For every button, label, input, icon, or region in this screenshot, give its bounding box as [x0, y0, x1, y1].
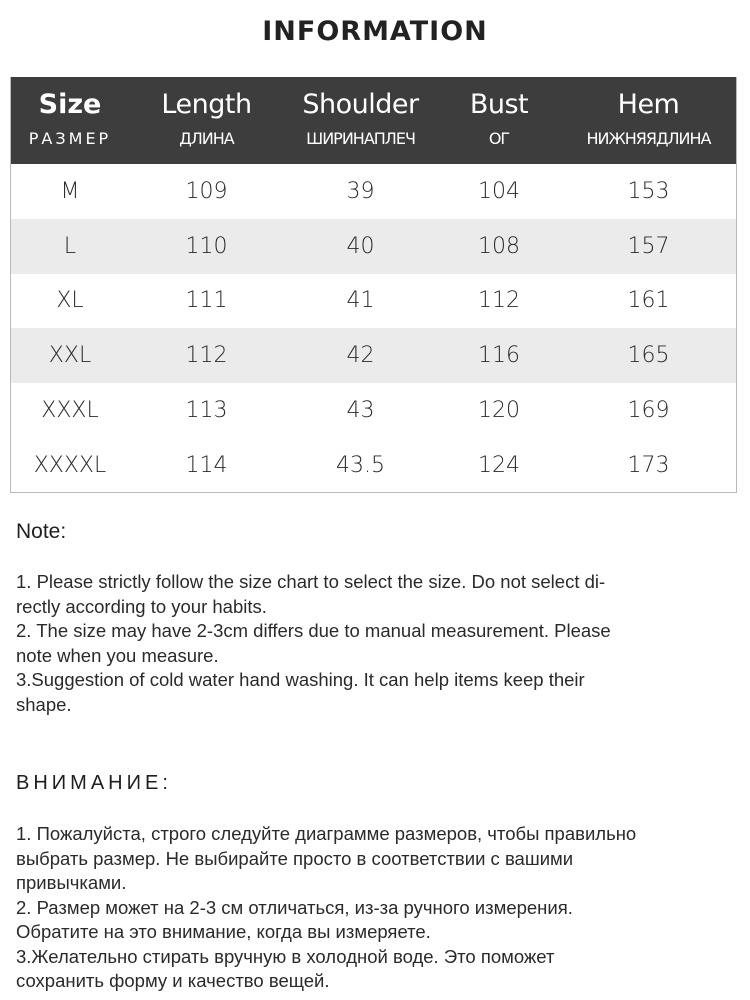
- header-label-en: Hem: [617, 89, 680, 120]
- cell-length: 109: [185, 178, 228, 204]
- size-chart-table: [10, 77, 737, 493]
- cell-bust: 108: [478, 233, 520, 259]
- header-shoulder: [284, 77, 437, 164]
- cell-size: XXXXL: [33, 452, 107, 478]
- cell-shoulder: 40: [346, 233, 375, 259]
- attention-line: Обратите на это внимание, когда вы измеряете.: [16, 921, 431, 942]
- cell-shoulder: 42: [346, 343, 375, 369]
- header-label-ru: ОГ: [488, 129, 510, 148]
- header-label-en: Shoulder: [302, 89, 419, 120]
- cell-bust: 124: [478, 452, 520, 478]
- header-label-en: Length: [161, 89, 252, 120]
- header-label-ru: НИЖНЯЯДЛИНА: [586, 129, 711, 148]
- cell-hem: 153: [627, 178, 670, 204]
- cell-shoulder: 39: [346, 178, 375, 204]
- cell-hem: 161: [627, 288, 670, 314]
- table-row: [11, 328, 736, 383]
- attention-line: выбрать размер. Не выбирайте просто в соответствии с вашими: [16, 847, 574, 869]
- cell-length: 110: [185, 233, 228, 259]
- attention-line: привычками.: [16, 872, 127, 893]
- attention-line: 2. Размер может на 2-3 см отличаться, из-за ручного измерения.: [16, 896, 573, 918]
- cell-size: XXL: [48, 343, 92, 369]
- table-row: [11, 383, 736, 438]
- cell-length: 113: [185, 398, 228, 424]
- cell-length: 112: [185, 343, 228, 369]
- cell-hem: 157: [627, 233, 670, 259]
- cell-hem: 169: [627, 398, 670, 424]
- cell-size: XL: [56, 288, 84, 314]
- cell-hem: 173: [627, 452, 670, 478]
- header-label-ru: ШИРИНАПЛЕЧ: [306, 129, 415, 148]
- note-line: note when you measure.: [16, 644, 219, 666]
- cell-bust: 112: [478, 288, 520, 314]
- page-title: INFORMATION: [262, 16, 488, 47]
- cell-bust: 116: [478, 343, 520, 369]
- attention-heading: ВНИМАНИЕ:: [16, 772, 172, 794]
- table-row: [11, 219, 736, 274]
- note-line: rectly according to your habits.: [16, 595, 267, 617]
- cell-length: 114: [185, 452, 228, 478]
- header-label-ru: ДЛИНА: [179, 129, 234, 148]
- cell-bust: 120: [478, 398, 520, 424]
- cell-size: M: [60, 178, 80, 204]
- table-row: [11, 274, 736, 329]
- table-header: [11, 77, 736, 164]
- cell-bust: 104: [478, 178, 520, 204]
- note-line: shape.: [16, 693, 72, 715]
- note-text: [16, 570, 736, 717]
- header-label-ru: РАЗМЕР: [28, 129, 112, 148]
- note-heading: Note:: [16, 520, 67, 543]
- attention-line: сохранить форму и качество вещей.: [16, 970, 330, 991]
- cell-hem: 165: [627, 343, 670, 369]
- note-line: 1. Please strictly follow the size chart to select the size. Do not select di-: [16, 571, 606, 592]
- note-line: 2. The size may have 2-3cm differs due to manual measurement. Please: [16, 620, 611, 641]
- header-length: [129, 77, 284, 164]
- cell-shoulder: 43.5: [336, 452, 385, 478]
- attention-text: [16, 822, 736, 994]
- note-line: 3.Suggestion of cold water hand washing. It can help items keep their: [16, 669, 585, 690]
- header-hem: [561, 77, 736, 164]
- header-size: [11, 77, 129, 164]
- header-label-en: Size: [38, 89, 102, 120]
- cell-size: XXXL: [41, 398, 99, 424]
- cell-shoulder: 41: [346, 288, 375, 314]
- cell-size: L: [63, 233, 77, 259]
- cell-shoulder: 43: [346, 398, 375, 424]
- header-bust: [437, 77, 561, 164]
- attention-line: 1. Пожалуйста, строго следуйте диаграмме размеров, чтобы правильно: [16, 823, 637, 844]
- header-label-en: Bust: [469, 89, 529, 120]
- table-row: [11, 164, 736, 219]
- cell-length: 111: [185, 288, 228, 314]
- attention-line: 3.Желательно стирать вручную в холодной воде. Это поможет: [16, 945, 555, 967]
- table-row: [11, 438, 736, 493]
